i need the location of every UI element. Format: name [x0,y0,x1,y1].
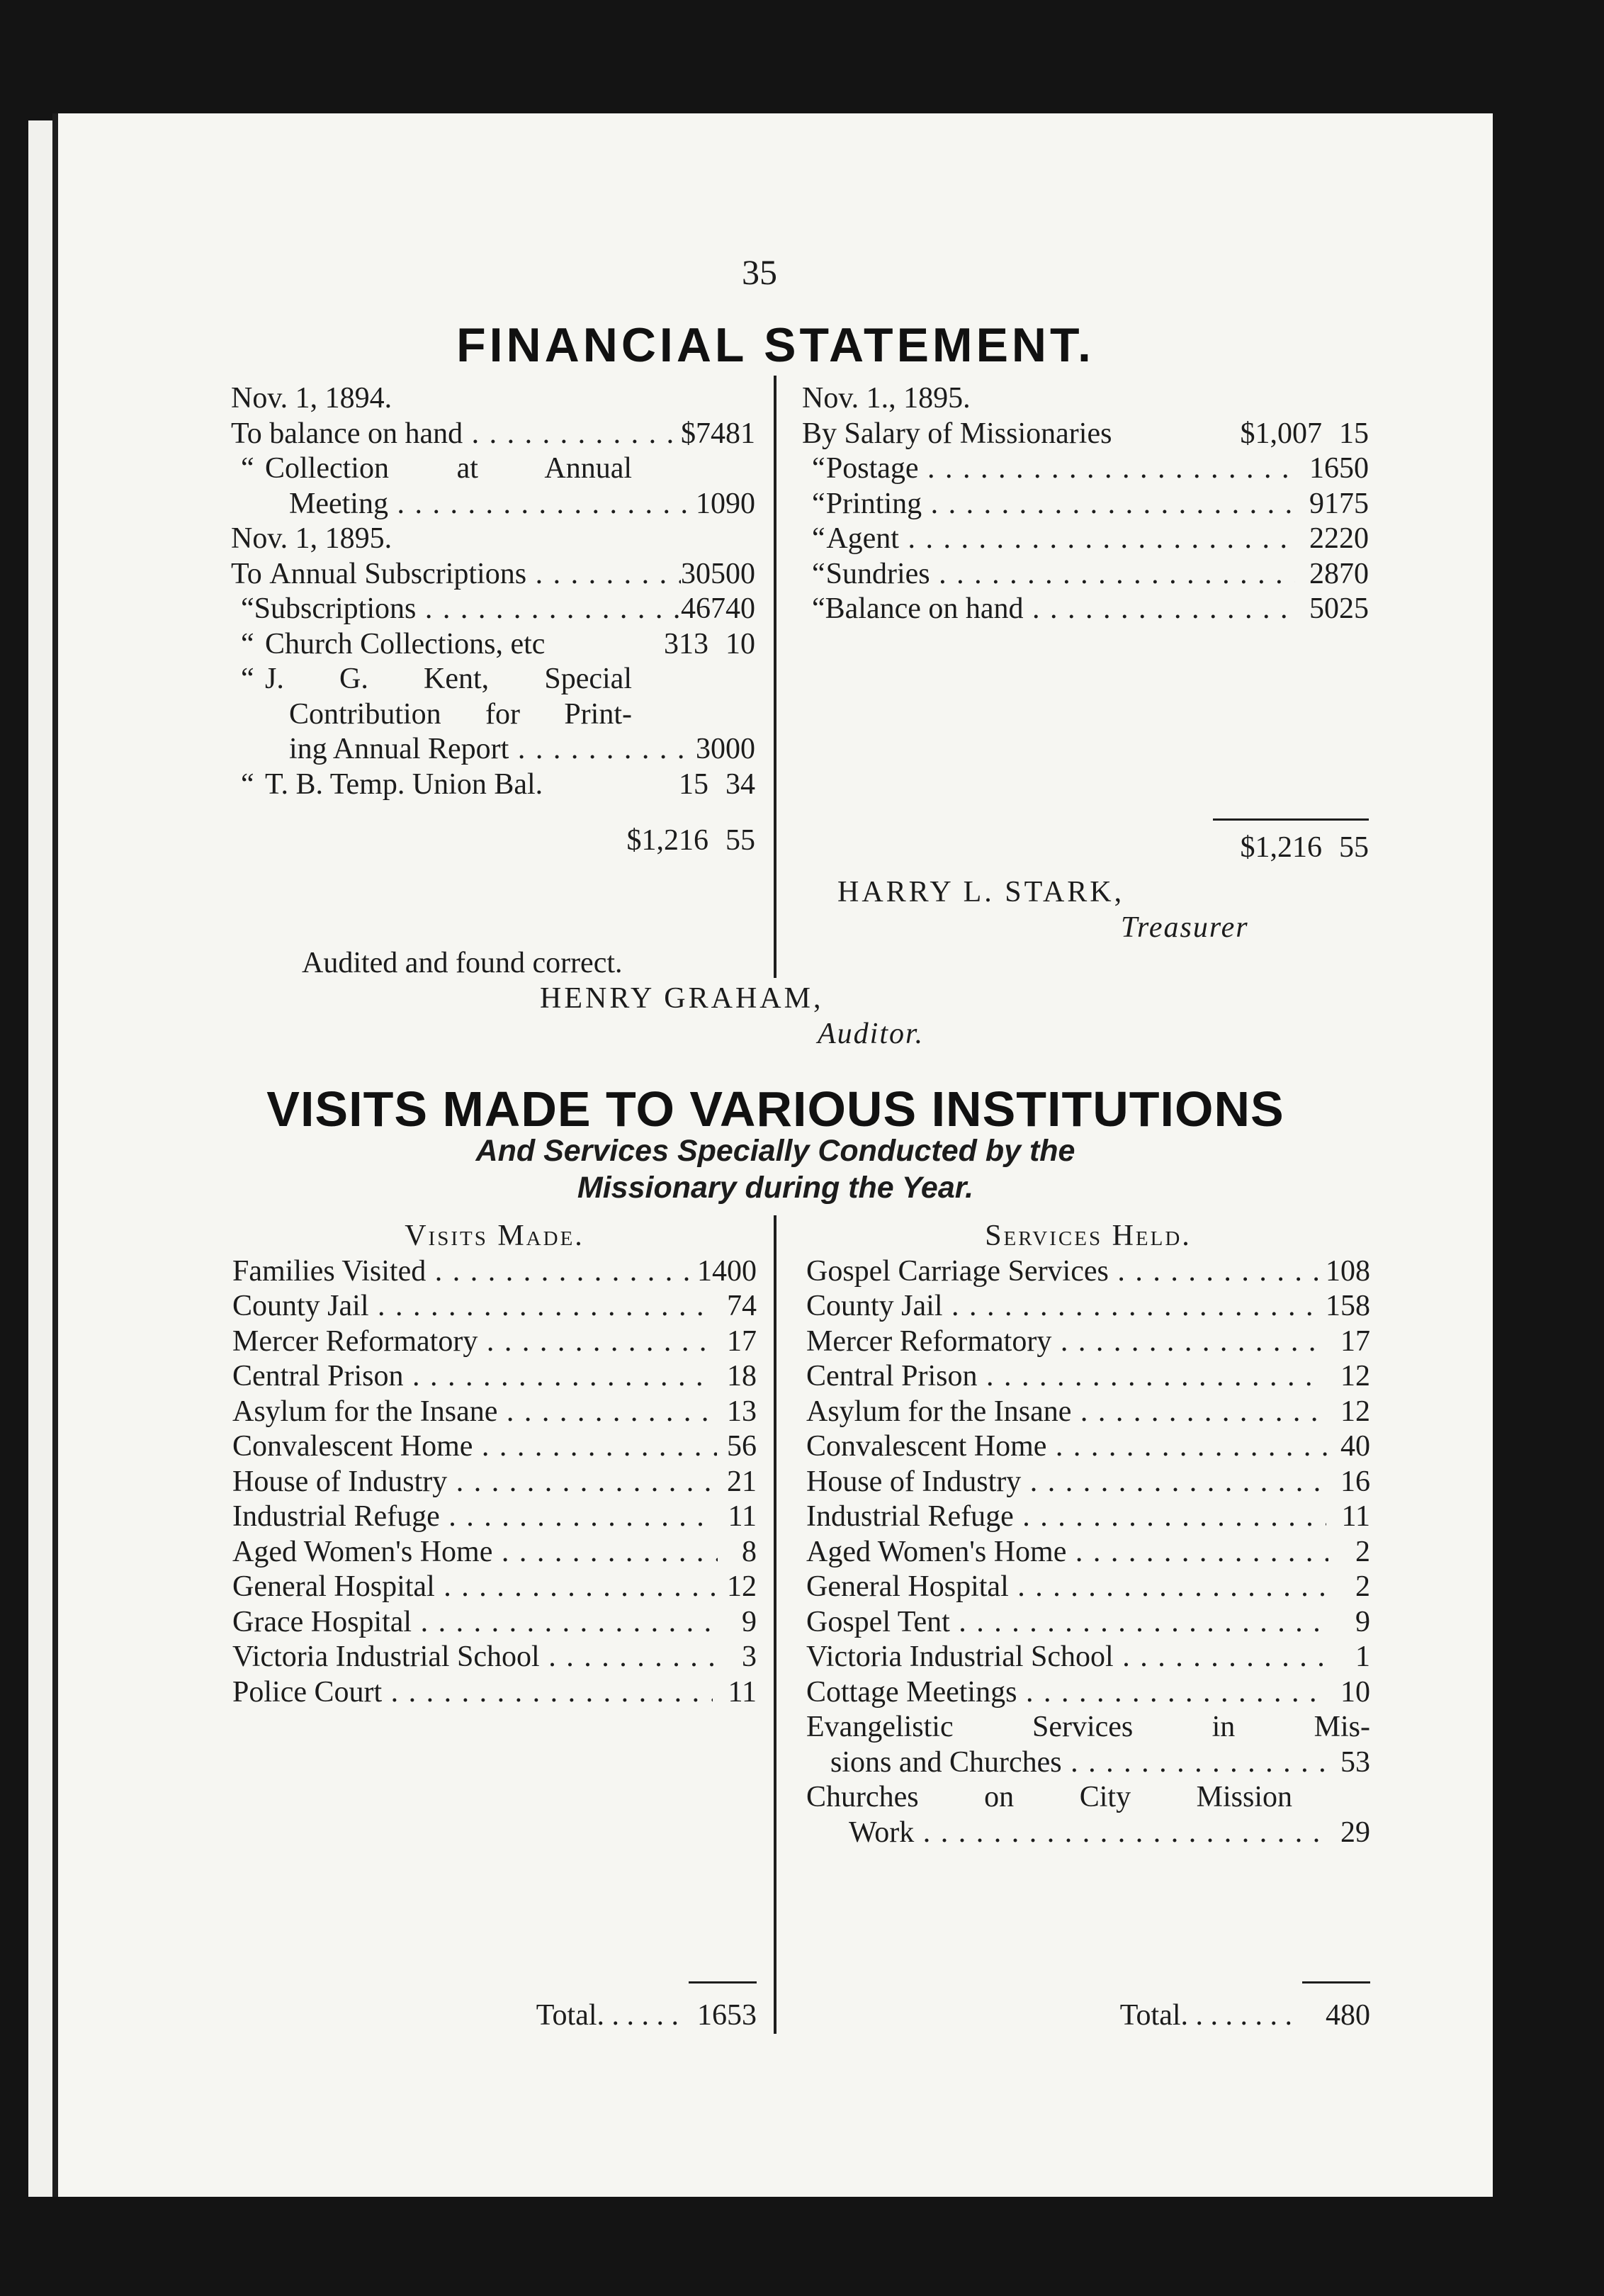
auditor-title: Auditor. [818,1018,925,1050]
auditor-name: HENRY GRAHAM, [540,982,824,1015]
service-row: Cottage Meetings . . . 10 [806,1675,1370,1711]
service-row: County Jail . . . 158 [806,1289,1370,1324]
service-row: Gospel Carriage Services . . . 108 [806,1254,1370,1290]
visit-row: Mercer Reformatory . . . 17 [232,1324,757,1360]
services-total-rule [1302,1981,1370,1983]
service-row: Churches on City Mission [806,1781,1292,1813]
treasurer-name: HARRY L. STARK, [837,876,1125,908]
financial-column-divider [774,376,776,978]
visit-row: County Jail . . . 74 [232,1289,757,1324]
service-row: Work . . . 29 [806,1816,1370,1851]
service-row: Central Prison . . . 12 [806,1359,1370,1395]
receipt-row: To balance on hand . . . $74 81 [231,417,755,452]
page-number: 35 [742,252,777,292]
visit-row: Asylum for the Insane . . . 13 [232,1395,757,1430]
services-held-total: Total. . . . . . . . 480 [1119,1999,1370,2032]
book-page [52,113,1493,2197]
visits-column-divider [774,1215,776,2034]
visits-title: VISITS MADE TO VARIOUS INSTITUTIONS [266,1081,1284,1137]
visits-subtitle-2: Missionary during the Year. [577,1171,974,1205]
service-row: General Hospital . . . 2 [806,1570,1370,1605]
receipts-column [231,381,755,859]
service-row: Gospel Tent . . . 9 [806,1605,1370,1641]
visit-row: Victoria Industrial School . . . 3 [232,1640,757,1675]
service-row: Convalescent Home . . . 40 [806,1429,1370,1465]
payment-row: “ Postage . . . 16 50 [802,451,1369,487]
receipt-row: “ Church Collections, etc 313 10 [241,627,755,660]
visits-subtitle-1: And Services Specially Conducted by the [475,1134,1075,1168]
visit-row: Grace Hospital . . . 9 [232,1605,757,1641]
receipt-row: “ T. B. Temp. Union Bal. 15 34 [241,767,755,801]
payment-row: “ Printing . . . 91 75 [802,487,1369,522]
visit-row: Police Court . . . 11 [232,1675,757,1711]
receipts-total: $1,216 55 [626,824,755,857]
visits-made-total: Total. . . . . . 1653 [536,1999,757,2032]
receipt-row: “ Subscriptions . . . 467 40 [231,592,755,627]
visit-row: Families Visited . . . 1400 [232,1254,757,1290]
visit-row: Aged Women's Home . . . 8 [232,1535,757,1570]
visits-made-column [232,1219,757,1710]
receipts-date-1895: Nov. 1, 1895. [231,522,392,555]
service-row: House of Industry . . . 16 [806,1465,1370,1500]
visit-row: Industrial Refuge . . . 11 [232,1499,757,1535]
visit-row: House of Industry . . . 21 [232,1465,757,1500]
receipt-row: ing Annual Report . . . 30 00 [231,732,755,767]
receipt-row: To Annual Subscriptions . . . 305 00 [231,557,755,592]
receipt-row: Meeting . . . 10 90 [231,487,755,522]
service-row: Evangelistic Services in Mis- [806,1711,1370,1743]
service-row: sions and Churches . . . 53 [806,1745,1370,1781]
payments-column [802,381,1369,627]
payment-row: “ Sundries . . . 28 70 [802,557,1369,592]
visit-row: Convalescent Home . . . 56 [232,1429,757,1465]
services-held-header: Services Held. [985,1220,1192,1252]
financial-statement-title: FINANCIAL STATEMENT. [456,318,1095,372]
visits-made-header: Visits Made. [405,1220,584,1252]
treasurer-title: Treasurer [1121,911,1249,944]
receipt-row: Contribution for Print- [289,697,632,731]
audit-note: Audited and found correct. [302,947,623,979]
visit-row: Central Prison . . . 18 [232,1359,757,1395]
visit-row: General Hospital . . . 12 [232,1570,757,1605]
service-row: Industrial Refuge . . . 11 [806,1499,1370,1535]
service-row: Mercer Reformatory . . . 17 [806,1324,1370,1360]
payments-total-rule [1213,818,1369,821]
visits-total-rule [689,1981,757,1983]
receipt-row: “ J. G. Kent, Special [241,663,632,695]
payments-total: $1,216 55 [1240,831,1369,864]
payment-row: By Salary of Missionaries $1,007 15 [802,417,1369,450]
service-row: Aged Women's Home . . . 2 [806,1535,1370,1570]
payment-row: “ Agent . . . 22 20 [802,522,1369,557]
payment-row: “ Balance on hand . . . 50 25 [802,592,1369,627]
payments-date: Nov. 1., 1895. [802,382,971,415]
receipt-row: “ Collection at Annual [241,452,632,485]
service-row: Asylum for the Insane . . . 12 [806,1395,1370,1430]
receipts-date-1894: Nov. 1, 1894. [231,382,392,415]
service-row: Victoria Industrial School . . . 1 [806,1640,1370,1675]
services-held-column [806,1219,1370,1850]
